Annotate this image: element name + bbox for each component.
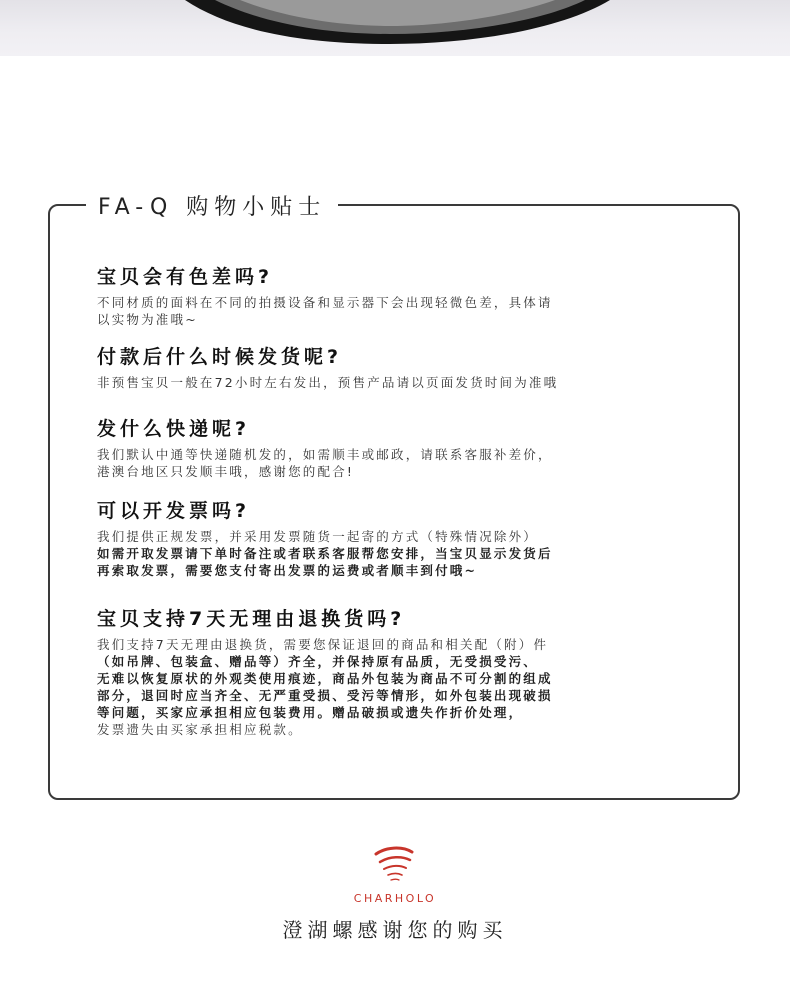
faq-title: FA-Q 购物小贴士 (98, 194, 327, 220)
faq-question: 宝贝支持7天无理由退换货吗? (97, 608, 406, 630)
faq-item-color-difference (97, 264, 709, 328)
faq-answer (97, 446, 709, 480)
faq-answer-line: 我们支持7天无理由退换货，需要您保证退回的商品和相关配（附）件 (97, 637, 549, 652)
faq-answer-line: 不同材质的面料在不同的拍摄设备和显示器下会出现轻微色差，具体请 (97, 295, 553, 310)
faq-question: 付款后什么时候发货呢? (97, 346, 343, 368)
faq-item-shipping-time (97, 344, 709, 391)
faq-answer-line: 无难以恢复原状的外观类使用痕迹，商品外包装为商品不可分割的组成 (97, 671, 553, 686)
faq-answer-line: 港澳台地区只发顺丰哦，感谢您的配合! (97, 464, 355, 479)
faq-item-returns (97, 606, 709, 738)
faq-answer-line: （如吊牌、包装盒、赠品等）齐全，并保持原有品质，无受损受污、 (97, 654, 539, 669)
faq-question: 发什么快递呢? (97, 418, 251, 440)
faq-answer-line: 部分，退回时应当齐全、无严重受损、受污等情形，如外包装出现破损 (97, 688, 553, 703)
faq-answer (97, 636, 709, 738)
faq-answer-line: 以实物为准哦~ (97, 312, 198, 327)
faq-answer (97, 294, 709, 328)
faq-question: 宝贝会有色差吗? (97, 266, 274, 288)
brand-name: CHARHOLO (353, 892, 437, 905)
shoe-sole-shape (0, 0, 790, 56)
faq-question: 可以开发票吗? (97, 500, 251, 522)
faq-heading (86, 188, 338, 222)
faq-answer (97, 528, 709, 579)
faq-answer-line: 再索取发票，需要您支付寄出发票的运费或者顺丰到付哦~ (97, 563, 478, 578)
product-photo-fragment (0, 0, 790, 56)
faq-answer-line: 如需开取发票请下单时备注或者联系客服帮您安排，当宝贝显示发货后 (97, 546, 553, 561)
faq-answer-line: 等问题，买家应承担相应包装费用。赠品破损或遗失作折价处理， (97, 705, 524, 720)
faq-answer (97, 374, 709, 391)
faq-item-courier (97, 416, 709, 480)
brand-logo (340, 844, 450, 904)
faq-answer-line: 非预售宝贝一般在72小时左右发出，预售产品请以页面发货时间为准哦 (97, 375, 559, 390)
faq-answer-line: 我们默认中通等快递随机发的，如需顺丰或邮政，请联系客服补差价， (97, 447, 553, 462)
flame-swirl-logo-icon (340, 844, 450, 890)
faq-answer-line: 发票遗失由买家承担相应税款。 (97, 722, 303, 737)
faq-item-invoice (97, 498, 709, 579)
faq-answer-line: 我们提供正规发票，并采用发票随货一起寄的方式（特殊情况除外） (97, 529, 539, 544)
thank-you-message: 澄湖螺感谢您的购买 (282, 918, 508, 942)
